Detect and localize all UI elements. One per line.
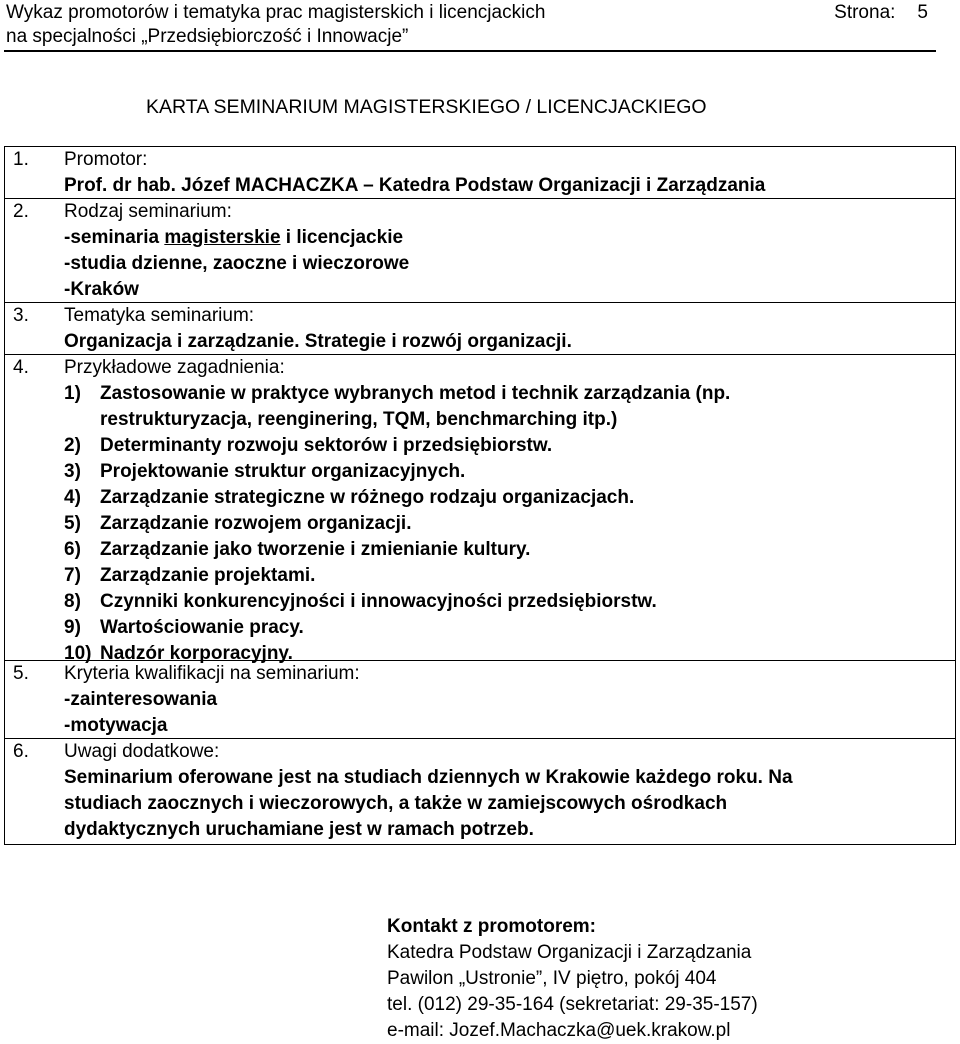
rodzaj-line-2: -studia dzienne, zaoczne i wieczorowe bbox=[64, 253, 410, 274]
header-subtitle: na specjalności „Przedsiębiorczość i Innowacje” bbox=[6, 26, 409, 47]
topic-text: Wartościowanie pracy. bbox=[100, 617, 304, 638]
promotor-name: Prof. dr hab. Józef MACHACZKA – Katedra Podstaw Organizacji i Zarządzania bbox=[64, 175, 766, 196]
topic-text: Czynniki konkurencyjności i innowacyjności przedsiębiorstw. bbox=[100, 591, 657, 612]
section-kryteria bbox=[4, 660, 956, 739]
tematyka-value: Organizacja i zarządzanie. Strategie i rozwój organizacji. bbox=[64, 331, 572, 352]
contact-phone: tel. (012) 29-35-164 (sekretariat: 29-35-157) bbox=[387, 994, 758, 1015]
topic-text: Zarządzanie projektami. bbox=[100, 565, 316, 586]
topic-item bbox=[64, 459, 955, 485]
section-label: Kryteria kwalifikacji na seminarium: bbox=[64, 663, 360, 684]
kryteria-line-1: -zainteresowania bbox=[64, 689, 218, 710]
topic-text: Zarządzanie strategiczne w różnego rodzaju organizacjach. bbox=[100, 487, 635, 508]
rodzaj-text: -seminaria bbox=[64, 227, 165, 248]
page-indicator bbox=[834, 1, 928, 25]
section-number: 3. bbox=[13, 305, 29, 326]
rodzaj-line-1 bbox=[64, 225, 955, 251]
section-label: Uwagi dodatkowe: bbox=[64, 741, 220, 762]
section-number: 2. bbox=[13, 201, 29, 222]
topic-item-continuation: restrukturyzacja, reenginering, TQM, benchmarching itp.) bbox=[100, 409, 618, 430]
section-tematyka bbox=[4, 302, 956, 355]
section-number: 5. bbox=[13, 663, 29, 684]
section-number: 1. bbox=[13, 149, 29, 170]
topic-text: Zarządzanie rozwojem organizacji. bbox=[100, 513, 412, 534]
section-zagadnienia bbox=[4, 354, 956, 664]
topic-number: 5) bbox=[64, 513, 81, 534]
topic-item bbox=[64, 381, 955, 407]
uwagi-line-1: Seminarium oferowane jest na studiach dziennych w Krakowie każdego roku. Na bbox=[64, 767, 793, 788]
topic-number: 9) bbox=[64, 617, 81, 638]
contact-department: Katedra Podstaw Organizacji i Zarządzania bbox=[387, 942, 752, 963]
topic-number: 8) bbox=[64, 591, 81, 612]
rodzaj-text: i licencjackie bbox=[280, 227, 404, 248]
rodzaj-underlined: magisterskie bbox=[164, 227, 281, 248]
document-title: KARTA SEMINARIUM MAGISTERSKIEGO / LICENCJACKIEGO bbox=[146, 96, 707, 118]
contact-email[interactable]: e-mail: Jozef.Machaczka@uek.krakow.pl bbox=[387, 1020, 731, 1041]
section-number: 6. bbox=[13, 741, 29, 762]
topic-number: 6) bbox=[64, 539, 81, 560]
topic-text: Zastosowanie w praktyce wybranych metod i technik zarządzania (np. bbox=[100, 383, 731, 404]
section-rodzaj bbox=[4, 198, 956, 303]
section-label: Przykładowe zagadnienia: bbox=[64, 357, 285, 378]
topic-number: 4) bbox=[64, 487, 81, 508]
topic-number: 2) bbox=[64, 435, 81, 456]
page-number: 5 bbox=[917, 2, 928, 23]
page-label: Strona: bbox=[834, 2, 896, 23]
topic-number: 7) bbox=[64, 565, 81, 586]
topic-number: 3) bbox=[64, 461, 81, 482]
topic-item bbox=[64, 589, 955, 615]
topic-item bbox=[64, 563, 955, 589]
contact-heading: Kontakt z promotorem: bbox=[387, 916, 596, 937]
header-divider bbox=[4, 50, 936, 52]
contact-address: Pawilon „Ustronie”, IV piętro, pokój 404 bbox=[387, 968, 717, 989]
kryteria-line-2: -motywacja bbox=[64, 715, 168, 736]
header-title: Wykaz promotorów i tematyka prac magisterskich i licencjackich bbox=[6, 2, 546, 23]
contact-block bbox=[387, 914, 758, 1044]
section-label: Rodzaj seminarium: bbox=[64, 201, 232, 222]
uwagi-line-2: studiach zaocznych i wieczorowych, a także w zamiejscowych ośrodkach bbox=[64, 793, 728, 814]
rodzaj-line-3: -Kraków bbox=[64, 279, 139, 300]
topic-item bbox=[64, 433, 955, 459]
topic-text: Determinanty rozwoju sektorów i przedsiębiorstw. bbox=[100, 435, 553, 456]
topic-text: Projektowanie struktur organizacyjnych. bbox=[100, 461, 466, 482]
uwagi-line-3: dydaktycznych uruchamiane jest w ramach potrzeb. bbox=[64, 819, 534, 840]
topic-item bbox=[64, 511, 955, 537]
topic-number: 10) bbox=[64, 643, 92, 664]
topic-item bbox=[64, 537, 955, 563]
topic-item bbox=[64, 485, 955, 511]
topic-text: Zarządzanie jako tworzenie i zmienianie kultury. bbox=[100, 539, 531, 560]
topic-item bbox=[64, 615, 955, 641]
section-label: Promotor: bbox=[64, 149, 148, 170]
section-label: Tematyka seminarium: bbox=[64, 305, 255, 326]
section-number: 4. bbox=[13, 357, 29, 378]
section-uwagi bbox=[4, 738, 956, 845]
topic-text: Nadzór korporacyjny. bbox=[100, 643, 293, 664]
topic-number: 1) bbox=[64, 383, 81, 404]
section-promotor bbox=[4, 146, 956, 199]
